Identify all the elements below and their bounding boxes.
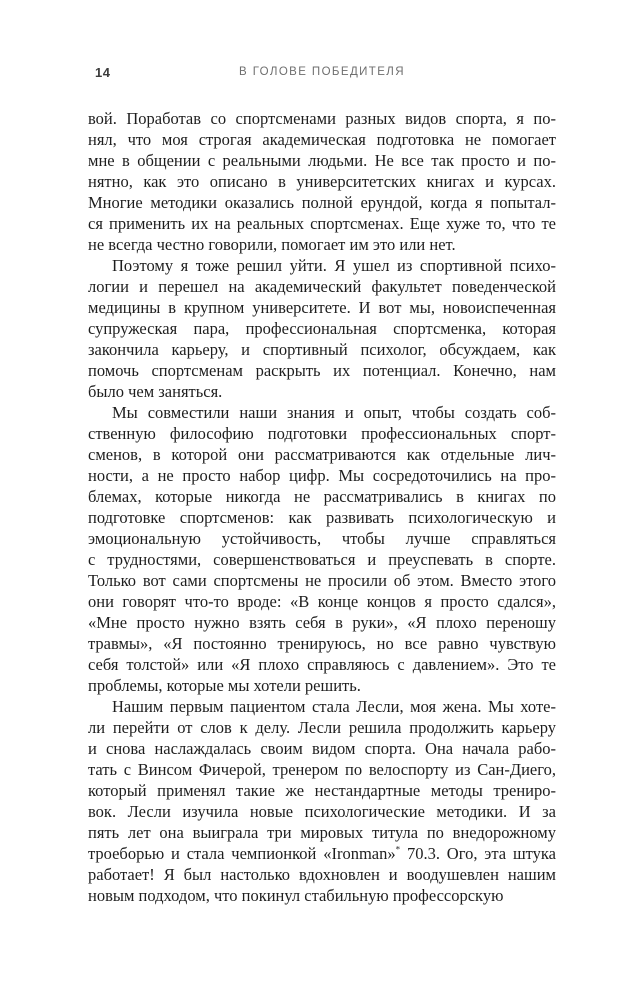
text-line: подготовке спортсменов: как развивать психологическую и xyxy=(88,508,556,527)
paragraph xyxy=(88,402,556,696)
text-line: ственную философию подготовки профессиональных спорт- xyxy=(88,424,556,443)
text-line: ности, а не просто набор цифр. Мы сосредоточились на про- xyxy=(88,466,556,485)
text-line: и снова наслаждалась своим видом спорта. Она начала рабо- xyxy=(88,739,556,758)
body-text xyxy=(88,108,556,906)
text-line: пять лет она выиграла три мировых титула по внедорожному xyxy=(88,823,556,842)
text-line: с трудностями, совершенствоваться и преуспевать в спорте. xyxy=(88,550,556,569)
text-line: нятно, как это описано в университетских книгах и курсах. xyxy=(88,172,556,191)
text-line: Только вот сами спортсмены не просили об этом. Вместо этого xyxy=(88,571,556,590)
text-line: тать с Винсом Фичерой, тренером по велоспорту из Сан-Диего, xyxy=(88,760,556,779)
running-header: В ГОЛОВЕ ПОБЕДИТЕЛЯ xyxy=(239,66,405,78)
text-line: Нашим первым пациентом стала Лесли, моя жена. Мы хоте- xyxy=(112,697,556,716)
text-line: работает! Я был настолько вдохновлен и воодушевлен нашим xyxy=(88,865,556,884)
page-number: 14 xyxy=(95,65,111,80)
text-line: нял, что моя строгая академическая подготовка не помогает xyxy=(88,130,556,149)
text-line: ся применить их на реальных спортсменах. Еще хуже то, что те xyxy=(88,214,556,233)
text-line: новым подходом, что покинул стабильную профессорскую xyxy=(88,886,504,905)
text-line: было чем заняться. xyxy=(88,382,223,401)
text-line: медицины в крупном университете. И вот мы, новоиспеченная xyxy=(88,298,556,317)
text-line: эмоциональную устойчивость, чтобы лучше справляться xyxy=(88,529,556,548)
text-line: проблемы, которые мы хотели решить. xyxy=(88,676,361,695)
text-line: Поэтому я тоже решил уйти. Я ушел из спортивной психо- xyxy=(112,256,556,275)
text-line: вок. Лесли изучила новые психологические методики. И за xyxy=(88,802,556,821)
footnote-marker: * xyxy=(395,844,401,855)
text-line: мне в общении с реальными людьми. Не все так просто и по- xyxy=(88,151,556,170)
text-line: сменов, в которой они рассматриваются как отдельные лич- xyxy=(88,445,556,464)
text-line: супружеская пара, профессиональная спортсменка, которая xyxy=(88,319,556,338)
paragraph xyxy=(88,255,556,402)
paragraph xyxy=(88,696,556,906)
paragraph xyxy=(88,108,556,255)
text-line: они говорят что-то вроде: «В конце концов я просто сдался», xyxy=(88,592,556,611)
text-line: не всегда честно говорили, помогает им это или нет. xyxy=(88,235,456,254)
text-line: Многие методики оказались полной ерундой, когда я попытал- xyxy=(88,193,556,212)
text-line: травмы», «Я постоянно тренируюсь, но все равно чувствую xyxy=(88,634,556,653)
text-line: логии и перешел на академический факультет поведенческой xyxy=(88,277,556,296)
text-line: ли перейти от слов к делу. Лесли решила продолжить карьеру xyxy=(88,718,556,737)
text-line: помочь спортсменам раскрыть их потенциал. Конечно, нам xyxy=(88,361,556,380)
text-line: себя толстой» или «Я плохо справляюсь с давлением». Это те xyxy=(88,655,556,674)
text-line: закончила карьеру, и спортивный психолог, обсуждаем, как xyxy=(88,340,556,359)
text-line: Мы совместили наши знания и опыт, чтобы создать соб- xyxy=(112,403,556,422)
text-line: блемах, которые никогда не рассматривались в книгах по xyxy=(88,487,556,506)
text-line: троеборью и стала чемпионкой «Ironman»* 70.3. Ого, эта штука xyxy=(88,844,556,863)
text-line: вой. Поработав со спортсменами разных видов спорта, я по- xyxy=(88,109,556,128)
text-line: «Мне просто нужно взять себя в руки», «Я плохо переношу xyxy=(88,613,556,632)
text-line: который применял такие же нестандартные методы трениро- xyxy=(88,781,556,800)
